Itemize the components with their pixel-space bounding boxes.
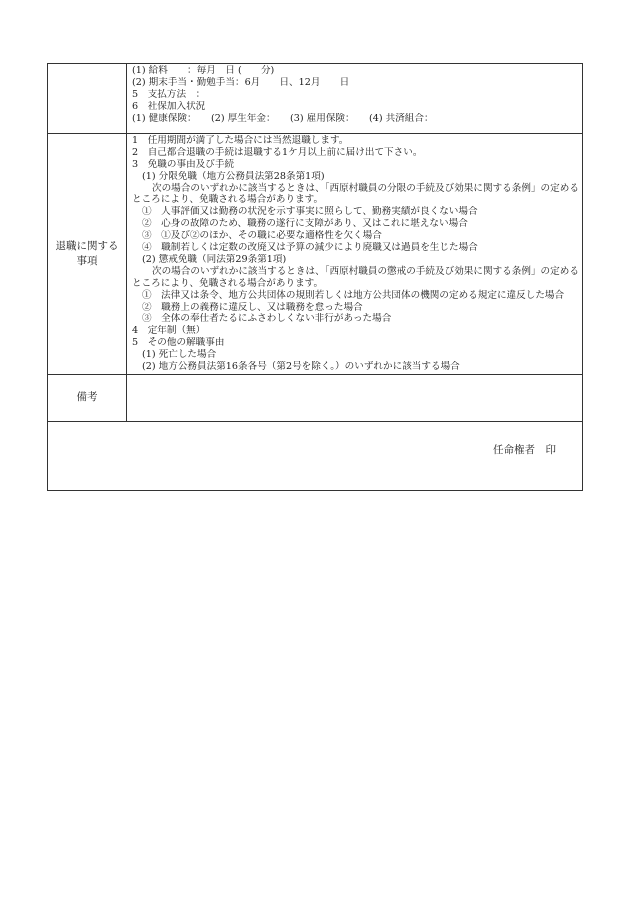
signature-cell bbox=[48, 421, 583, 490]
dismissal-disciplinary-item: ③ 全体の奉仕者たるにふさわしくない非行があった場合 bbox=[142, 313, 392, 325]
salary-line: (1) 給料 ：毎月 日 ( 分) bbox=[132, 65, 275, 76]
salary-insurance-row bbox=[48, 64, 583, 134]
dismissal-disability-item: ③ ①及び②のほか、その職に必要な適格性を欠く場合 bbox=[142, 230, 382, 242]
remarks-value bbox=[127, 374, 583, 421]
retirement-item-1: 1 任用期間が満了した場合には当然退職します。 bbox=[132, 135, 349, 146]
employment-notice-sheet bbox=[47, 63, 583, 491]
retirement-item-3: 3 免職の事由及び手続 bbox=[132, 158, 235, 170]
dismissal-disability-item: ② 心身の故障のため、職務の遂行に支障があり、又はこれに堪えない場合 bbox=[142, 218, 468, 230]
dismissal-disciplinary-intro: 次の場合のいずれかに該当するときは、「西原村職員の懲戒の手続及び効果に関する条例」の定めるところにより、免職される場合があります。 bbox=[132, 265, 579, 289]
social-insurance-line: (1) 健康保険： (2) 厚生年金： (3) 雇用保険： (4) 共済組合： bbox=[132, 112, 434, 124]
dismissal-disability-item: ① 人事評価又は勤務の状況を示す事実に照らして、勤務実績が良くない場合 bbox=[142, 206, 478, 218]
other-dismissal-heading: 5 その他の解職事由 bbox=[132, 337, 225, 349]
signature-row bbox=[48, 421, 583, 490]
retirement-label-line1: 退職に関する bbox=[55, 239, 119, 252]
remarks-row bbox=[48, 374, 583, 421]
retirement-row bbox=[48, 134, 583, 375]
employment-terms-table bbox=[47, 63, 583, 491]
salary-insurance-content bbox=[127, 64, 583, 134]
retirement-label bbox=[48, 134, 127, 375]
dismissal-disability-intro: 次の場合のいずれかに該当するときは、「西原村職員の分限の手続及び効果に関する条例」の定めるところにより、免職される場合があります。 bbox=[132, 182, 579, 206]
dismissal-disability-title: (1) 分限免職（地方公務員法第28条第1項) bbox=[142, 170, 325, 182]
retirement-item-2: 2 自己都合退職の手続は退職する1ケ月以上前に届け出て下さい。 bbox=[132, 146, 423, 158]
appointer-seal-text: 任命権者 印 bbox=[493, 443, 556, 456]
retirement-content bbox=[127, 134, 583, 375]
dismissal-disciplinary-item: ① 法律又は条令、地方公共団体の規則若しくは地方公共団体の機関の定める規定に違反した場合 bbox=[142, 289, 565, 301]
other-dismissal-item: (1) 死亡した場合 bbox=[142, 349, 217, 361]
salary-insurance-label bbox=[48, 64, 127, 134]
bonus-line: (2) 期末手当・勤勉手当：6月 日、12月 日 bbox=[132, 76, 350, 88]
remarks-label: 備考 bbox=[48, 374, 127, 421]
dismissal-disciplinary-title: (2) 懲戒免職（同法第29条第1項) bbox=[142, 253, 287, 265]
social-insurance-heading: 6 社保加入状況 bbox=[132, 100, 206, 112]
other-dismissal-item: (2) 地方公務員法第16条各号（第2号を除く。）のいずれかに該当する場合 bbox=[142, 361, 460, 372]
payment-method-line: 5 支払方法 ： bbox=[132, 88, 206, 100]
dismissal-disciplinary-item: ② 職務上の義務に違反し、又は職務を怠った場合 bbox=[142, 301, 363, 313]
retirement-label-line2: 事項 bbox=[76, 254, 98, 267]
dismissal-disability-item: ④ 職制若しくは定数の改廃又は予算の減少により廃職又は過員を生じた場合 bbox=[142, 242, 478, 254]
retirement-age-line: 4 定年制（無） bbox=[132, 325, 206, 337]
